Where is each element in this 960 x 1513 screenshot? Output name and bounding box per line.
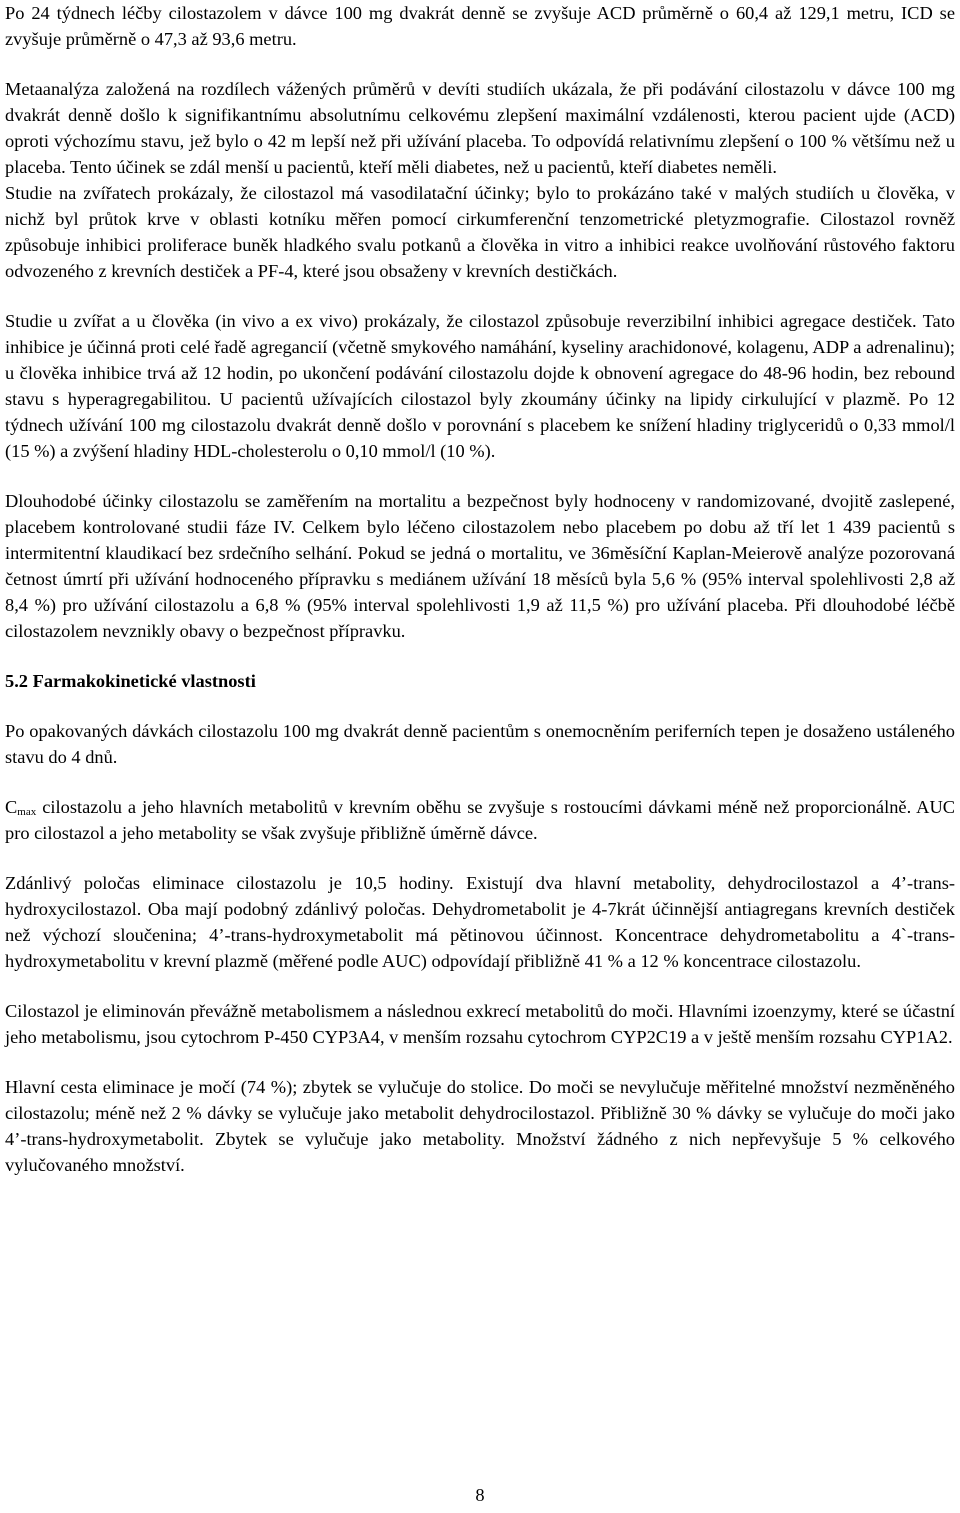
- paragraph-gap: [5, 1050, 955, 1074]
- cmax-text: cilostazolu a jeho hlavních metabolitů v krevním oběhu se zvyšuje s rostoucími dávkami méně než proporcionálně. AUC pro cilostazol a jeho metabolity se však zvyšuje přibližně úměrně dávce.: [5, 797, 955, 843]
- paragraph-gap: [5, 694, 955, 718]
- paragraph-gap: [5, 770, 955, 794]
- paragraph-long-term-effects: Dlouhodobé účinky cilostazolu se zaměřením na mortalitu a bezpečnost byly hodnoceny v randomizované, dvojitě zaslepené, placebem kontrolované studii fáze IV. Celkem bylo léčeno cilostazolem nebo placebem po dobu až tří let 1 439 pacientů s intermitentní klaudikací bez srdečního selhání. Pokud se jedná o mortalitu, ve 36měsíční Kaplan-Meierově analýze pozorovaná četnost úmrtí při užívání hodnoceného přípravku s mediánem užívání 18 měsíců byla 5,6 % (95% interval spolehlivosti 2,8 až 8,4 %) pro užívání cilostazolu a 6,8 % (95% interval spolehlivosti 1,9 až 11,5 %) pro užívání placeba. Při dlouhodobé léčbě cilostazolem nevznikly obavy o bezpečnost přípravku.: [5, 491, 955, 641]
- paragraph-steady-state: Po opakovaných dávkách cilostazolu 100 mg dvakrát denně pacientům s onemocněním periferních tepen je dosaženo ustáleného stavu do 4 dnů.: [5, 721, 955, 767]
- cmax-subscript: max: [17, 806, 37, 818]
- paragraph-gap: [5, 284, 955, 308]
- paragraph-acd-icd: Po 24 týdnech léčby cilostazolem v dávce 100 mg dvakrát denně se zvyšuje ACD průměrně o 60,4 až 129,1 metru, ICD se zvyšuje průměrně o 47,3 až 93,6 metru.: [5, 3, 955, 49]
- cmax-symbol: C: [5, 797, 18, 817]
- paragraph-gap: [5, 464, 955, 488]
- document-page: [5, 0, 955, 1178]
- paragraph-platelet-aggregation: Studie u zvířat a u člověka (in vivo a ex vivo) prokázaly, že cilostazol způsobuje reverzibilní inhibici agregace destiček. Tato inhibice je účinná proti celé řadě agregancií (včetně smykového namáhání, kyseliny arachidonové, kolagenu, ADP a adrenalinu); u člověka inhibice trvá až 12 hodin, po ukončení podávání cilostazolu dojde k obnovení agregace do 48-96 hodin, bez rebound stavu s hyperagregabilitou. U pacientů užívajících cilostazol byly zkoumány účinky na lipidy cirkulující v plazmě. Po 12 týdnech užívání 100 mg cilostazolu dvakrát denně došlo v porovnání s placebem ke snížení hladiny triglyceridů o 0,33 mmol/l (15 %) a zvýšení hladiny HDL-cholesterolu o 0,10 mmol/l (10 %).: [5, 311, 955, 461]
- paragraph-metaanalysis: Metaanalýza založená na rozdílech vážených průměrů v devíti studiích ukázala, že při podávání cilostazolu v dávce 100 mg dvakrát denně došlo k signifikantnímu absolutnímu celkovému zlepšení maximální vzdálenosti, kterou pacient ujde (ACD) oproti výchozímu stavu, jež bylo o 42 m lepší než při užívání placeba. To odpovídá relativnímu zlepšení o 100 % většímu než u placeba. Tento účinek se zdál menší u pacientů, kteří měli diabetes, než u pacientů, kteří diabetes neměli.: [5, 79, 955, 177]
- page-number: 8: [475, 1485, 485, 1505]
- paragraph-gap: [5, 846, 955, 870]
- paragraph-animal-studies: Studie na zvířatech prokázaly, že cilostazol má vasodilatační účinky; bylo to prokázáno také v malých studiích u člověka, v nichž byl průtok krve v oblasti kotníku měřen pomocí cirkumferenční tenzometrické pletyzmografie. Cilostazol rovněž způsobuje inhibici proliferace buněk hladkého svalu potkanů a člověka in vitro a inhibici reakce uvolňování růstového faktoru odvozeného z krevních destiček a PF-4, které jsou obsaženy v krevních destičkách.: [5, 183, 955, 281]
- paragraph-gap: [5, 52, 955, 76]
- paragraph-metabolism: Cilostazol je eliminován převážně metabolismem a následnou exkrecí metabolitů do moči. Hlavními izoenzymy, které se účastní jeho metabolismu, jsou cytochrom P-450 CYP3A4, v menším rozsahu cytochrom CYP2C19 a v ještě menším rozsahu CYP1A2.: [5, 1001, 955, 1047]
- paragraph-elimination: Hlavní cesta eliminace je močí (74 %); zbytek se vylučuje do stolice. Do moči se nevylučuje měřitelné množství nezměněného cilostazolu; méně než 2 % dávky se vylučuje jako metabolit dehydrocilostazol. Přibližně 30 % dávky se vylučuje do moči jako 4’-trans-hydroxymetabolit. Zbytek se vylučuje jako metabolity. Množství žádného z nich nepřevyšuje 5 % celkového vylučovaného množství.: [5, 1077, 955, 1175]
- paragraph-cmax: [5, 794, 955, 846]
- paragraph-half-life: Zdánlivý poločas eliminace cilostazolu je 10,5 hodiny. Existují dva hlavní metabolity, dehydrocilostazol a 4’-trans-hydroxycilostazol. Oba mají podobný zdánlivý poločas. Dehydrometabolit je 4-7krát účinnější antiagregans krevních destiček než výchozí sloučenina; 4’-trans-hydroxymetabolit má pětinovou účinnost. Koncentrace dehydrometabolitu a 4`-trans-hydroxymetabolitu v krevní plazmě (měřené podle AUC) odpovídají přibližně 41 % a 12 % koncentrace cilostazolu.: [5, 873, 955, 971]
- paragraph-gap: [5, 644, 955, 668]
- section-heading: 5.2 Farmakokinetické vlastnosti: [5, 671, 256, 691]
- paragraph-gap: [5, 974, 955, 998]
